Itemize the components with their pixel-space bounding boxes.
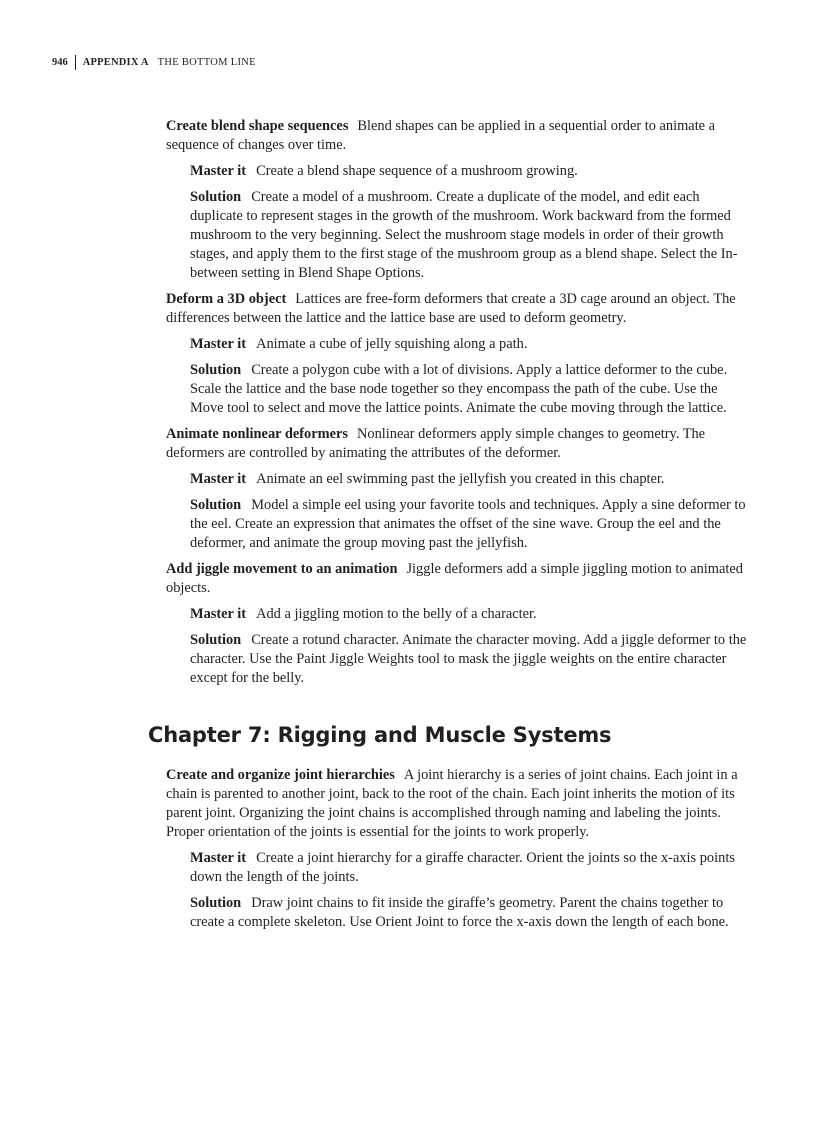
solution-label: Solution — [190, 895, 242, 911]
master-it — [190, 162, 748, 181]
objective-text: Lattices are free-form deformers that create a 3D cage around an object. The differences between the lattice and the lattice base are used to deform geometry. — [166, 291, 736, 326]
chapter-heading: Chapter 7: Rigging and Muscle Systems — [148, 723, 612, 747]
solution — [190, 894, 748, 932]
solution-label: Solution — [190, 362, 242, 378]
master-it-text: Create a joint hierarchy for a giraffe character. Orient the joints so the x-axis points down the length of the joints. — [190, 850, 735, 885]
master-it-label: Master it — [190, 606, 247, 622]
solution — [190, 188, 748, 283]
solution-label: Solution — [190, 632, 242, 648]
appendix-title: THE BOTTOM LINE — [157, 57, 256, 68]
objective-jiggle-movement — [166, 560, 748, 598]
master-it — [190, 849, 748, 887]
master-it-text: Add a jiggling motion to the belly of a character. — [256, 606, 537, 622]
running-head-divider — [75, 55, 76, 70]
running-head — [52, 55, 256, 70]
objective-text: Jiggle deformers add a simple jiggling motion to animated objects. — [166, 561, 743, 596]
solution-text: Create a rotund character. Animate the character moving. Add a jiggle deformer to the character. Use the Paint Jiggle Weights tool to mask the jiggle weights on the entire character except for the belly. — [190, 632, 747, 686]
master-it-label: Master it — [190, 471, 247, 487]
master-it-text: Animate a cube of jelly squishing along a path. — [256, 336, 528, 352]
solution — [190, 361, 748, 418]
solution — [190, 631, 748, 688]
solution-text: Draw joint chains to fit inside the giraffe’s geometry. Parent the chains together to create a complete skeleton. Use Orient Joint to force the x-axis down the length of each bone. — [190, 895, 729, 930]
objective-term: Add jiggle movement to an animation — [166, 561, 398, 577]
appendix-label: APPENDIX A — [82, 57, 149, 68]
solution-text: Model a simple eel using your favorite tools and techniques. Apply a sine deformer to the eel. Create an expression that animates the offset of the sine wave. Group the eel and the deformer, and animate the group moving past the jellyfish. — [190, 497, 746, 551]
solution-label: Solution — [190, 189, 242, 205]
solution-text: Create a model of a mushroom. Create a duplicate of the model, and edit each duplicate to represent stages in the growth of the mushroom. Work backward from the formed mushroom to the very beginning. Select the mushroom stage models in order of their growth stages, and apply them to the first stage of the mushroom group as a blend shape. Select the In-between setting in Blend Shape Options. — [190, 189, 738, 281]
solution-text: Create a polygon cube with a lot of divisions. Apply a lattice deformer to the cube. Scale the lattice and the base node together so they encompass the path of the cube. Use the Move tool to select and move the lattice points. Animate the cube moving through the lattice. — [190, 362, 728, 416]
master-it — [190, 605, 748, 624]
objective-nonlinear-deformers — [166, 425, 748, 463]
solution — [190, 496, 748, 553]
master-it-label: Master it — [190, 163, 247, 179]
master-it — [190, 335, 748, 354]
master-it — [190, 470, 748, 489]
page-number: 946 — [52, 57, 68, 68]
objective-term: Create blend shape sequences — [166, 118, 349, 134]
objective-text: A joint hierarchy is a series of joint chains. Each joint in a chain is parented to another joint, back to the root of the chain. Each joint inherits the motion of its parent joint. Organizing the joint chains is accomplished through naming and labeling the joints. Proper orientation of the joints is essential for the joints to work properly. — [166, 767, 738, 840]
master-it-text: Create a blend shape sequence of a mushroom growing. — [256, 163, 578, 179]
objective-blend-shape-sequences — [166, 117, 748, 155]
objective-text: Blend shapes can be applied in a sequential order to animate a sequence of changes over time. — [166, 118, 716, 153]
page-body — [148, 117, 748, 939]
master-it-label: Master it — [190, 336, 247, 352]
objective-term: Create and organize joint hierarchies — [166, 767, 395, 783]
objective-term: Deform a 3D object — [166, 291, 287, 307]
objective-text: Nonlinear deformers apply simple changes to geometry. The deformers are controlled by animating the attributes of the deformer. — [166, 426, 706, 461]
solution-label: Solution — [190, 497, 242, 513]
objective-joint-hierarchies — [166, 766, 748, 842]
master-it-text: Animate an eel swimming past the jellyfish you created in this chapter. — [256, 471, 665, 487]
master-it-label: Master it — [190, 850, 247, 866]
objective-term: Animate nonlinear deformers — [166, 426, 348, 442]
objective-deform-3d-object — [166, 290, 748, 328]
